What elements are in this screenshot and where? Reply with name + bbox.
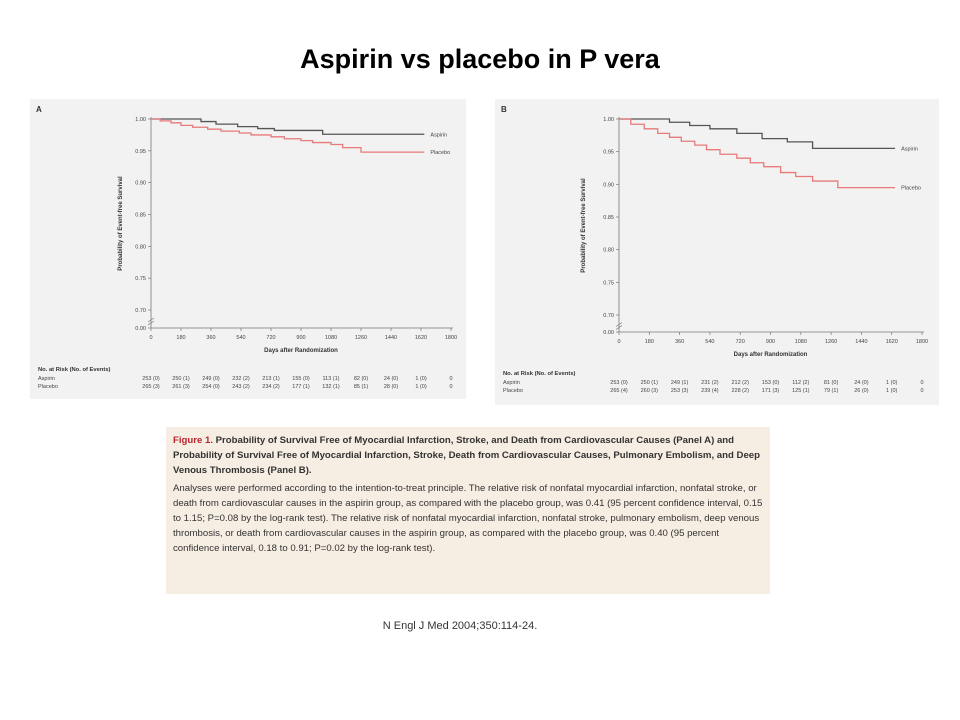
risk-cell: 253 (0) (142, 376, 160, 382)
x-tick-label: 1800 (444, 335, 458, 341)
risk-cell: 177 (1) (292, 384, 310, 390)
x-tick-label: 180 (176, 335, 186, 341)
caption-body: Analyses were performed according to the intention-to-treat principle. The relative risk of nonfatal myocardial infarction, nonfatal stroke, or death from cardiovascular causes in the aspirin group, as compared with the placebo group, was 0.41 (95 percent confidence interval, 0.15 to 1.15; P=0.08 by the log-rank test). The relative risk of nonfatal myocardial infarction, nonfatal stroke, pulmonary embolism, deep venous thrombosis, or death from cardiovascular causes in the aspirin group, as compared with the placebo group, was 0.40 (95 percent confidence interval, 0.18 to 0.91; P=0.02 by the log-rank test). (173, 483, 763, 554)
chart-panel-b (495, 99, 939, 405)
x-tick-label: 1080 (324, 335, 338, 341)
risk-cell: 254 (0) (202, 384, 220, 390)
citation: N Engl J Med 2004;350:114-24. (382, 620, 538, 632)
risk-cell: 112 (2) (792, 380, 810, 386)
x-tick-label: 1260 (354, 335, 368, 341)
y-tick-label: 0.00 (135, 326, 146, 332)
y-tick-label: 0.80 (135, 244, 146, 251)
y-tick-label: 0.75 (135, 276, 146, 283)
risk-row-label: Aspirin (38, 376, 55, 382)
x-tick-label: 1800 (915, 339, 929, 345)
risk-cell: 261 (3) (172, 384, 190, 390)
x-tick-label: 1440 (384, 335, 398, 341)
risk-cell: 243 (2) (232, 384, 250, 390)
series-label-placebo: Placebo (430, 150, 451, 157)
risk-cell: 212 (2) (731, 380, 749, 386)
slide-title: Aspirin vs placebo in P vera (300, 44, 660, 74)
x-tick-label: 0 (617, 339, 621, 345)
risk-cell: 213 (1) (262, 376, 280, 382)
risk-cell: 132 (1) (322, 384, 340, 390)
risk-row-label: Aspirin (503, 380, 520, 386)
x-tick-label: 0 (149, 335, 153, 341)
caption-heading-text: Probability of Survival Free of Myocardial Infarction, Stroke, and Death from Cardiovascular Causes (Panel A) and Probability of Survival Free of Myocardial Infarction, Stroke, Death from Cardiovascular Causes, Pulmonary Embolism, and Deep Venous Thrombosis (Panel B). (173, 435, 760, 476)
chart-panel-a (30, 99, 466, 399)
risk-cell: 231 (2) (701, 380, 719, 386)
x-tick-label: 540 (705, 339, 715, 345)
y-tick-label: 0.80 (603, 247, 614, 254)
y-tick-label: 0.85 (603, 215, 614, 221)
x-tick-label: 360 (675, 339, 685, 345)
panel-label: A (36, 105, 42, 114)
x-tick-label: 180 (644, 339, 654, 345)
series-label-aspirin: Aspirin (430, 132, 448, 139)
series-label-aspirin: Aspirin (901, 146, 918, 153)
y-tick-label: 0.70 (135, 308, 146, 314)
risk-cell: 81 (0) (823, 380, 839, 386)
risk-cell: 0 (449, 384, 453, 390)
x-tick-label: 900 (765, 339, 776, 345)
y-tick-label: 0.00 (603, 330, 614, 336)
risk-cell: 250 (1) (640, 380, 659, 386)
x-tick-label: 720 (735, 339, 745, 345)
x-tick-label: 1620 (885, 339, 898, 345)
x-axis-title: Days after Randomization (733, 352, 808, 358)
risk-cell: 171 (3) (761, 388, 780, 394)
figure-caption (166, 427, 770, 594)
x-tick-label: 1080 (794, 339, 807, 345)
risk-cell: 260 (3) (640, 388, 659, 394)
risk-cell: 85 (1) (353, 384, 369, 390)
km-chart-b (495, 99, 939, 405)
y-tick-label: 0.75 (603, 280, 614, 287)
x-axis-title: Days after Randomization (264, 348, 338, 354)
risk-cell: 0 (920, 380, 924, 386)
risk-cell: 28 (0) (383, 384, 399, 390)
risk-cell: 250 (1) (172, 376, 190, 382)
panel-label: B (501, 105, 507, 114)
risk-cell: 1 (0) (886, 380, 898, 386)
risk-cell: 125 (1) (792, 388, 810, 394)
series-label-placebo: Placebo (901, 185, 921, 192)
x-tick-label: 360 (206, 335, 216, 341)
km-chart-a (30, 99, 466, 399)
risk-cell: 113 (1) (322, 376, 340, 382)
caption-figure-label: Figure 1. (173, 435, 213, 446)
x-tick-label: 900 (296, 335, 306, 341)
y-tick-label: 1.00 (135, 117, 146, 123)
risk-cell: 232 (2) (232, 376, 250, 382)
risk-cell: 249 (1) (670, 380, 689, 386)
y-tick-label: 0.85 (135, 212, 146, 219)
risk-cell: 26 (0) (854, 388, 869, 394)
risk-cell: 155 (0) (292, 376, 310, 382)
caption-heading (173, 433, 763, 478)
y-axis-title: Probability of Event-free Survival (118, 176, 124, 271)
risk-cell: 1 (0) (415, 384, 427, 390)
risk-row-label: Placebo (503, 388, 523, 394)
risk-cell: 228 (2) (731, 388, 749, 394)
series-line-aspirin (151, 119, 424, 134)
risk-cell: 265 (3) (142, 384, 160, 390)
risk-cell: 1 (0) (886, 388, 898, 394)
y-tick-label: 1.00 (603, 117, 614, 123)
x-tick-label: 1440 (855, 339, 868, 345)
risk-cell: 253 (0) (610, 380, 628, 386)
y-tick-label: 0.70 (603, 313, 614, 319)
risk-table-header: No. at Risk (No. of Events) (503, 371, 576, 377)
risk-cell: 0 (920, 388, 924, 394)
y-tick-label: 0.90 (135, 180, 146, 187)
risk-cell: 24 (0) (383, 376, 399, 382)
y-tick-label: 0.95 (603, 149, 614, 156)
risk-cell: 82 (0) (353, 376, 369, 382)
series-line-placebo (151, 119, 424, 152)
y-tick-label: 0.90 (603, 182, 614, 189)
risk-cell: 239 (4) (701, 388, 719, 394)
y-axis-title: Probability of Event-free Survival (581, 178, 587, 273)
x-tick-label: 720 (266, 335, 276, 341)
risk-table-header: No. at Risk (No. of Events) (38, 367, 111, 373)
x-tick-label: 1260 (824, 339, 838, 345)
risk-cell: 253 (3) (670, 388, 689, 394)
series-line-placebo (619, 119, 895, 188)
risk-cell: 249 (0) (202, 376, 220, 382)
risk-cell: 265 (4) (610, 388, 628, 394)
risk-cell: 1 (0) (415, 376, 427, 382)
risk-cell: 79 (1) (823, 388, 839, 394)
y-tick-label: 0.95 (135, 148, 146, 155)
risk-cell: 153 (0) (761, 380, 780, 386)
risk-cell: 234 (2) (262, 384, 280, 390)
risk-cell: 24 (0) (854, 380, 869, 386)
risk-row-label: Placebo (38, 384, 58, 390)
risk-cell: 0 (449, 376, 453, 382)
x-tick-label: 1620 (414, 335, 428, 341)
x-tick-label: 540 (236, 335, 246, 341)
